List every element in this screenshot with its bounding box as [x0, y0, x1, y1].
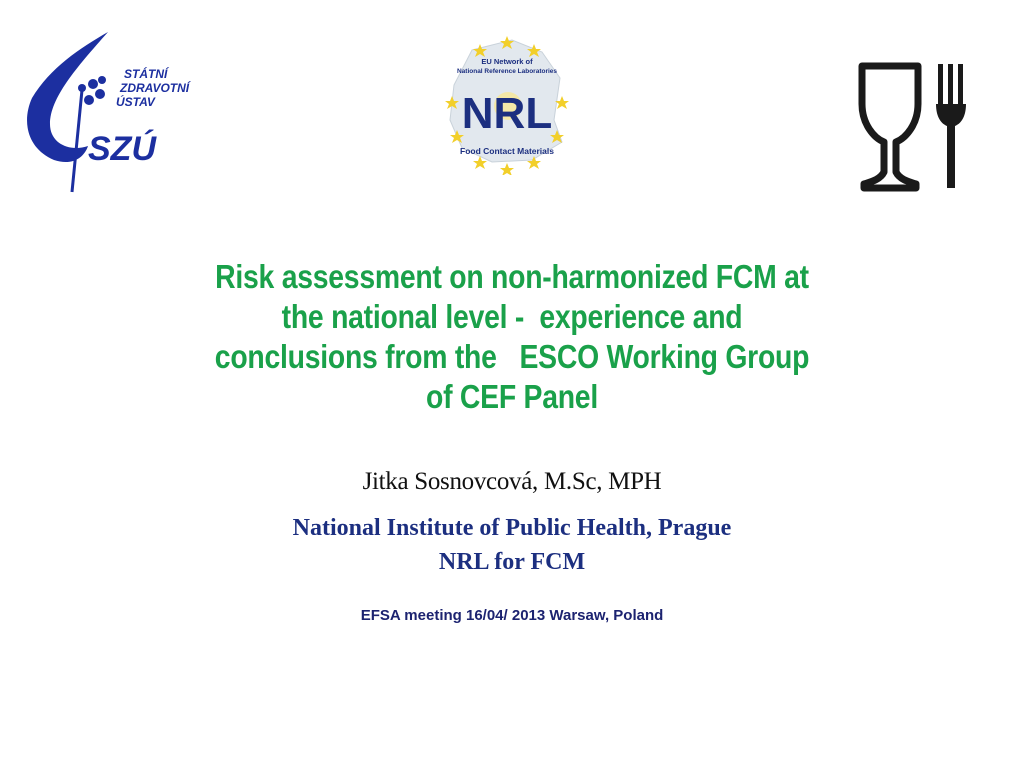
nrl-logo [432, 30, 582, 175]
szu-mark: SZÚ [88, 130, 156, 168]
title-line: the national level - experience and [281, 298, 743, 335]
title-line: conclusions from the ESCO Working Group [214, 338, 810, 375]
szu-logo [20, 28, 210, 198]
nrl-network-line1: EU Network of [481, 57, 533, 66]
title-line: Risk assessment on non-harmonized FCM at [215, 258, 809, 295]
nrl-fcm-line: Food Contact Materials [460, 146, 554, 156]
institute-lab: NRL for FCM [438, 549, 586, 575]
author-name: Jitka Sosnovcová, M.Sc, MPH [362, 468, 662, 495]
meeting-info: EFSA meeting 16/04/ 2013 Warsaw, Poland [360, 607, 664, 624]
glass-and-fork-icon [856, 60, 972, 192]
title-line: of CEF Panel [426, 378, 598, 415]
nrl-network-line2: National Reference Laboratories [456, 68, 558, 75]
presentation-title [192, 257, 832, 417]
nrl-mark: NRL [461, 89, 553, 138]
institute-name: National Institute of Public Health, Prague [292, 515, 732, 541]
szu-name-line2: ZDRAVOTNÍ [120, 81, 190, 95]
szu-flame-icon [27, 32, 108, 192]
institute-block [112, 511, 912, 579]
szu-name-line1: STÁTNÍ [124, 67, 168, 81]
szu-name-line3: ÚSTAV [116, 95, 155, 109]
